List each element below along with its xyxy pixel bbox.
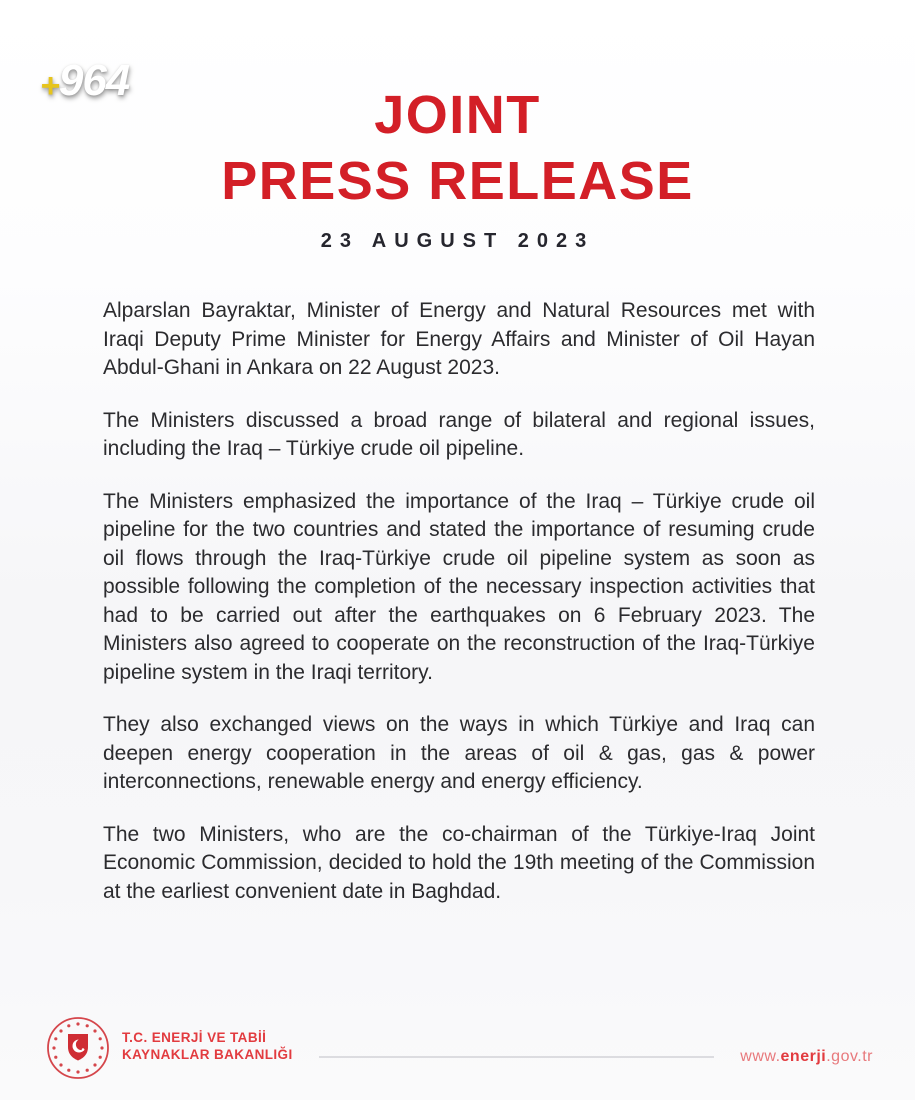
release-date: 23 AUGUST 2023 (320, 230, 595, 252)
footer-divider (319, 1056, 715, 1058)
header (0, 82, 915, 253)
paragraph-4: They also exchanged views on the ways in which Türkiye and Iraq can deepen energy cooperation in the areas of oil & gas, gas & power interconnections, renewable energy and energy efficiency. (103, 713, 815, 793)
ministry-name (122, 1029, 293, 1063)
paragraph-1: Alparslan Bayraktar, Minister of Energy and Natural Resources met with Iraqi Deputy Prime Minister for Energy Affairs and Minister of Oil Hayan Abdul-Ghani in Ankara on 22 August 2023. (103, 299, 815, 379)
website-prefix: www. (740, 1048, 781, 1065)
paragraph-5: The two Ministers, who are the co-chairman of the Türkiye-Iraq Joint Economic Commission, decided to hold the 19th meeting of the Commission at the earliest convenient date in Baghdad. (103, 822, 815, 903)
ministry-emblem-icon (46, 1016, 110, 1080)
website-suffix: .gov.tr (826, 1048, 873, 1065)
website-domain: enerji (780, 1048, 827, 1065)
paragraph-2: The Ministers discussed a broad range of bilateral and regional issues, including the Iraq – Türkiye crude oil pipeline. (103, 408, 815, 460)
footer (46, 1012, 873, 1084)
paragraph-3: The Ministers emphasized the importance of the Iraq – Türkiye crude oil pipeline for the two countries and stated the importance of resuming crude oil flows through the Iraq-Türkiye crude oil pipeline system as soon as possible following the completion of the necessary inspection activities that had to be carried out after the earthquakes on 6 February 2023. The Ministers also agreed to cooperate on the reconstruction of the Iraq-Türkiye pipeline system in the Iraqi territory. (103, 489, 815, 684)
ministry-name-line-1: T.C. ENERJİ VE TABİİ (122, 1030, 267, 1045)
ministry-name-line-2: KAYNAKLAR BAKANLIĞI (122, 1047, 293, 1062)
page-title-line-1: JOINT (374, 85, 541, 145)
press-release-body (103, 297, 815, 906)
964-plus-icon: + (40, 67, 59, 105)
page-title-line-2: PRESS RELEASE (221, 151, 694, 211)
website-url (740, 1048, 873, 1066)
964-number: 964 (58, 56, 130, 105)
